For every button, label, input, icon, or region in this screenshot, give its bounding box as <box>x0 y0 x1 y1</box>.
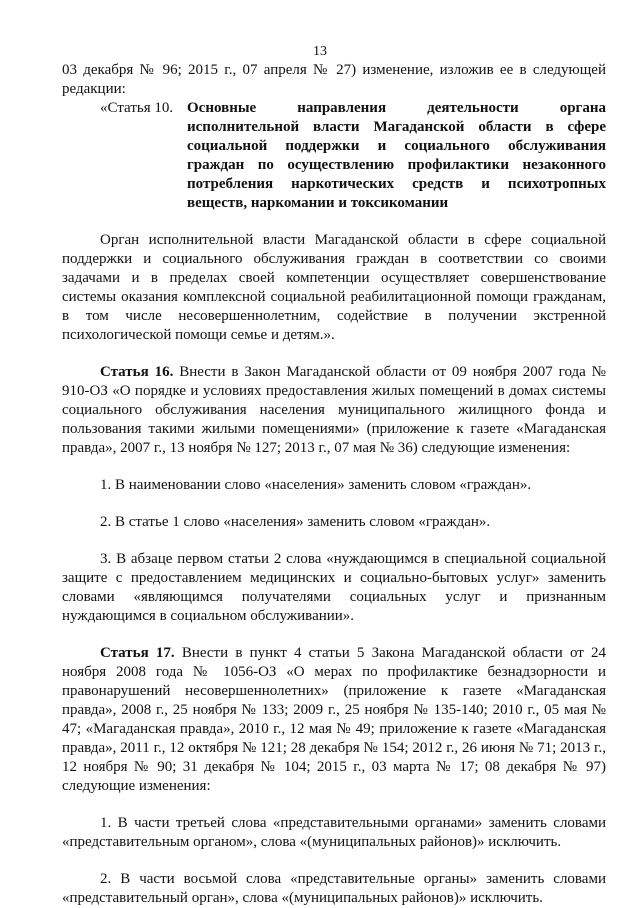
article-17-text: Внести в пункт 4 статьи 5 Закона Магаданской области от 24 ноября 2008 года № 1056-ОЗ «О мерах по профилактике безнадзорности и правонарушений несовершеннолетних» (приложение к газете «Магаданская правда», 2008 г., 25 ноября № 133; 2009 г., 25 ноября № 135-140; 2010 г., 05 мая № 47; «Магаданская правда», 2010 г., 12 мая № 49; приложение к газете «Магаданская правда», 2011 г., 12 октября № 121; 28 декабря № 154; 2012 г., 26 июня № 71; 2013 г., 12 ноября № 90; 31 декабря № 104; 2015 г., 03 марта № 17; 08 декабря № 97) следующие изменения: <box>62 645 607 794</box>
article-17-item-2: 2. В части восьмой слова «представительные органы» заменить словами «представительный орган», слова «(муниципальных районов)» исключить. <box>62 871 606 906</box>
article-10-heading <box>62 99 606 213</box>
article-16-item-1: 1. В наименовании слово «населения» заменить словом «граждан». <box>100 477 532 493</box>
article-16-label: Статья 16. <box>100 364 174 380</box>
article-17-item-1: 1. В части третьей слова «представительными органами» заменить словами «представительным органом», слова «(муниципальных районов)» исключить. <box>62 815 606 850</box>
article-10-title: Основные направления деятельности органа исполнительной власти Магаданской области в сфере социальной поддержки и социального обслуживания граждан по осуществлению профилактики незаконного потребления наркотических средств и психотропных веществ, наркомании и токсикомании <box>187 100 606 211</box>
article-10-label: «Статья 10. <box>100 100 174 116</box>
continuation-paragraph: 03 декабря № 96; 2015 г., 07 апреля № 27) изменение, изложив ее в следующей редакции: <box>62 62 606 97</box>
article-16-item-2: 2. В статье 1 слово «населения» заменить словом «граждан». <box>100 514 491 530</box>
article-17-label: Статья 17. <box>100 645 175 661</box>
page-number: 13 <box>313 44 327 59</box>
article-17-paragraph <box>62 644 606 796</box>
article-16-item-3: 3. В абзаце первом статьи 2 слова «нуждающимся в специальной социальной защите с предоставлением медицинских и социально-бытовых услуг» заменить словами «являющимся получателями социальных услуг и признанным нуждающимся в социальном обслуживании». <box>62 551 606 624</box>
article-16-text: Внести в Закон Магаданской области от 09 ноября 2007 года № 910-ОЗ «О порядке и условиях предоставления жилых помещений в домах системы социального обслуживания населения муниципального жилищного фонда и пользования такими жилыми помещениями» (приложение к газете «Магаданская правда», 2007 г., 13 ноября № 127; 2013 г., 07 мая № 36) следующие изменения: <box>62 364 606 456</box>
document-body <box>62 61 606 908</box>
article-16-paragraph <box>62 363 606 458</box>
article-10-text: Орган исполнительной власти Магаданской области в сфере социальной поддержки и социального обслуживания граждан в соответствии со своими задачами и в пределах своей компетенции осуществляет совершенствование системы оказания комплексной социальной реабилитационной помощи гражданам, в том числе несовершеннолетним, содействие в получении экстренной психологической помощи семье и детям.». <box>62 232 606 343</box>
